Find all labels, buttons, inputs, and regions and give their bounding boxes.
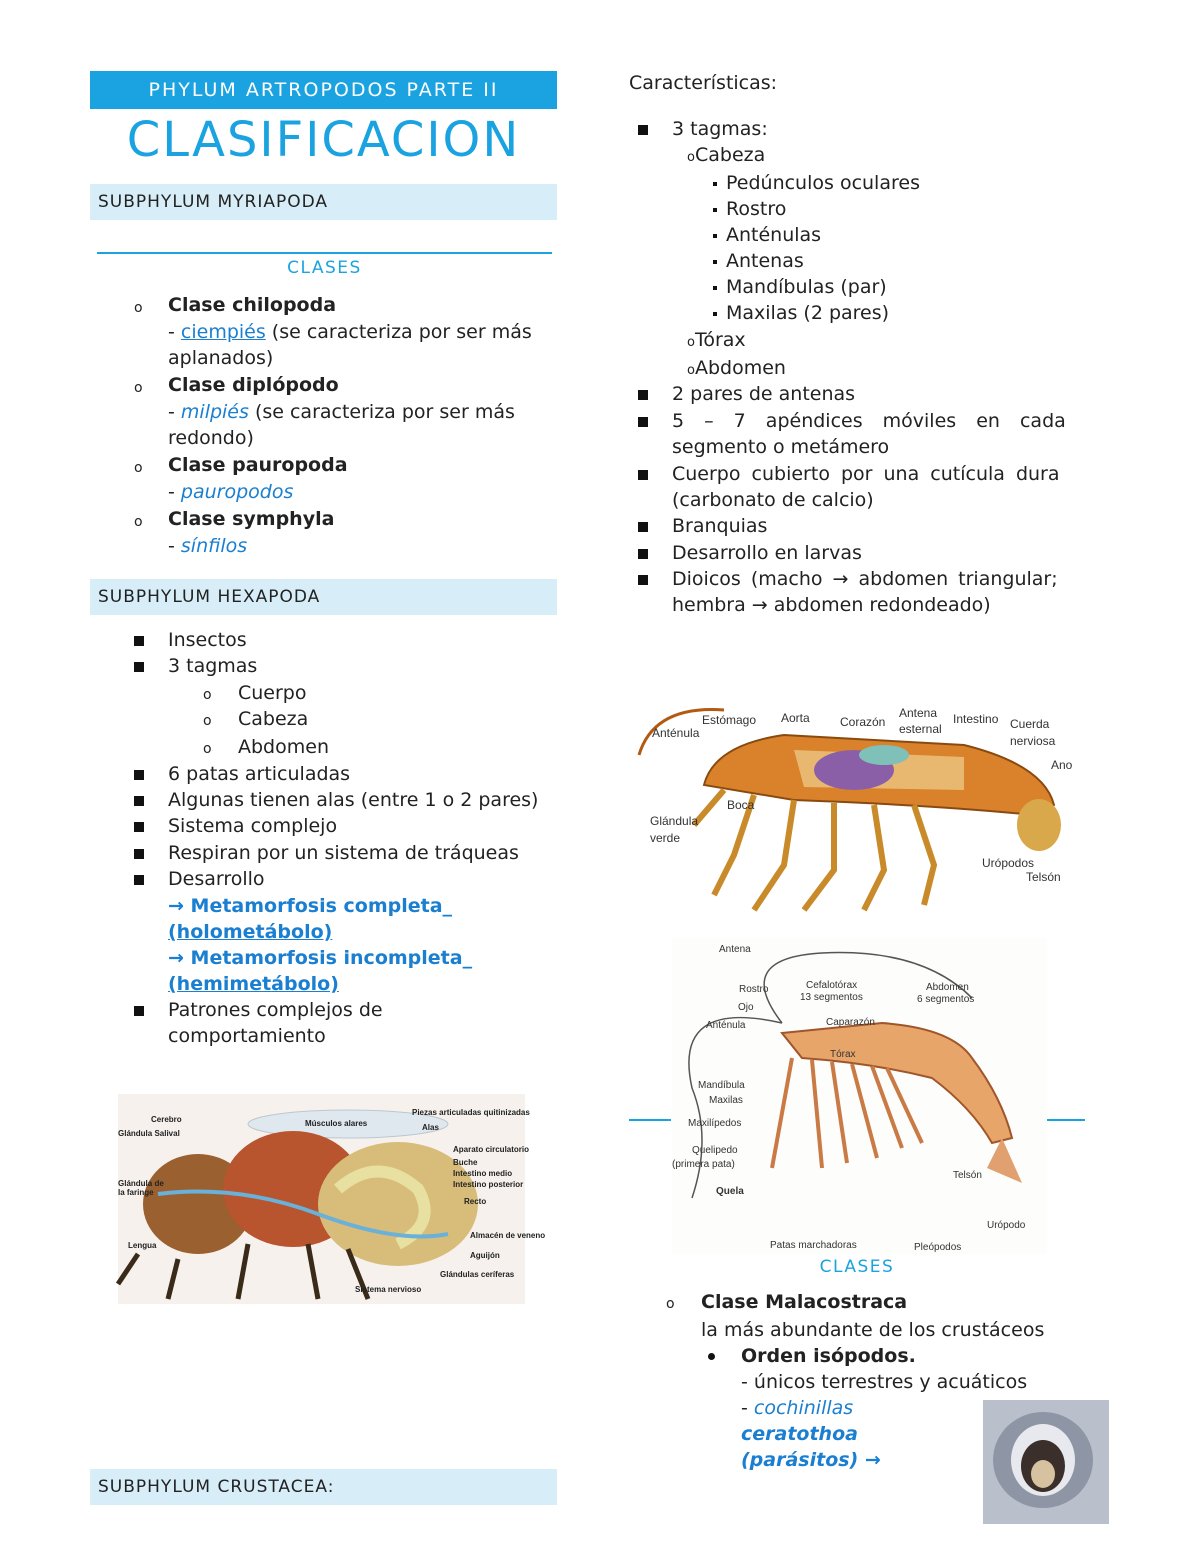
- cabeza-item-text: Antenas: [726, 250, 804, 272]
- dash-text: -: [168, 321, 181, 343]
- item-text: 6 patas articuladas: [168, 763, 351, 785]
- label-cuerda-nerviosa: Cuerda: [1010, 717, 1050, 731]
- cabeza-item: [713, 300, 889, 326]
- example-link[interactable]: ciempiés: [180, 321, 266, 343]
- bullet-o: o: [687, 363, 695, 378]
- round-bullet: [708, 1353, 715, 1360]
- item-text-cont: segmento o metámero: [672, 436, 890, 458]
- square-bullet: [638, 125, 648, 135]
- cabeza-item: [713, 274, 887, 300]
- item-text: Cuerpo cubierto por una cutícula dura: [672, 463, 1060, 485]
- list-item: [638, 513, 768, 539]
- square-bullet: [134, 1006, 144, 1016]
- label-ano: Ano: [1051, 758, 1073, 772]
- bullet-o: o: [134, 380, 143, 396]
- doc-main-title: CLASIFICACION: [126, 112, 521, 168]
- section-heading-myriapoda: SUBPHYLUM MYRIAPODA: [90, 184, 557, 220]
- sub-item: [203, 734, 329, 762]
- bullet-o: o: [203, 713, 212, 729]
- list-item: [134, 840, 519, 866]
- hemimetabolo-link[interactable]: (hemimetábolo): [168, 973, 339, 995]
- example-text: pauropodos: [180, 481, 294, 503]
- cabeza-item: [713, 170, 920, 196]
- class-name: Clase Malacostraca: [701, 1291, 908, 1313]
- item-text: Respiran por un sistema de tráqueas: [168, 842, 519, 864]
- dash-text: -: [168, 401, 181, 423]
- divider-line-left: [629, 1119, 671, 1121]
- label-aparato: Aparato circulatorio: [453, 1145, 530, 1154]
- label-antena: Antena: [719, 944, 751, 955]
- shrimp-anatomy-diagram: [672, 938, 1047, 1254]
- section-heading-hexapoda: SUBPHYLUM HEXAPODA: [90, 579, 557, 615]
- label-piezas: Piezas articuladas quitinizadas: [412, 1108, 530, 1117]
- list-item: [134, 761, 351, 787]
- cabeza-item-text: Rostro: [726, 198, 787, 220]
- label-quela: Quela: [716, 1186, 744, 1197]
- square-bullet: [638, 575, 648, 585]
- square-bullet: [638, 522, 648, 532]
- dash-text: -: [168, 535, 181, 557]
- item-text: 3 tagmas:: [672, 118, 768, 140]
- label-almacen-veneno: Almacén de veneno: [470, 1231, 546, 1240]
- list-item-malacostraca: [666, 1289, 908, 1317]
- clases-label-crustacea: CLASES: [819, 1257, 895, 1277]
- list-item: [134, 866, 265, 892]
- small-square-bullet: [713, 286, 717, 290]
- item-text: Desarrollo: [168, 868, 265, 890]
- label-uropodo: Urópodo: [987, 1220, 1026, 1231]
- square-bullet: [638, 549, 648, 559]
- small-square-bullet: [713, 182, 717, 186]
- metamorfosis-completa: → Metamorfosis completa_: [168, 895, 453, 917]
- lobster-anatomy-diagram: [634, 695, 1076, 915]
- example-text: cochinillas: [753, 1397, 854, 1419]
- item-text-cont: comportamiento: [168, 1025, 326, 1047]
- label-cerebro: Cerebro: [151, 1115, 182, 1124]
- label-caparazon: Caparazón: [826, 1017, 875, 1028]
- label-cuerda-nerviosa-2: nerviosa: [1010, 734, 1056, 748]
- shrimp-tail: [987, 1138, 1022, 1183]
- ceratothoa-photo: [983, 1400, 1109, 1524]
- class-desc-line: [168, 399, 515, 425]
- doc-band-title: PHYLUM ARTROPODOS PARTE II: [90, 71, 557, 109]
- label-buche: Buche: [453, 1158, 478, 1167]
- label-aorta: Aorta: [781, 711, 810, 725]
- label-pleopodos: Pleópodos: [914, 1242, 962, 1253]
- label-aguijon: Aguijón: [470, 1251, 500, 1260]
- order-example: [741, 1395, 853, 1421]
- cabeza-item: [713, 196, 786, 222]
- bee-anatomy-figure: [118, 1094, 546, 1304]
- item-text: Algunas tienen alas (entre 1 o 2 pares): [168, 789, 539, 811]
- class-desc-line2: redondo): [168, 427, 254, 449]
- label-sistema-nervioso: Sistema nervioso: [355, 1285, 422, 1294]
- ceratothoa-photo-art: [983, 1400, 1109, 1524]
- list-item: [638, 540, 862, 566]
- small-square-bullet: [713, 312, 717, 316]
- square-bullet: [638, 470, 648, 480]
- class-name: Clase pauropoda: [168, 454, 348, 476]
- item-text-cont: (carbonato de calcio): [672, 489, 874, 511]
- lobster-tail-fan: [1017, 799, 1061, 851]
- item-text: Sistema complejo: [168, 815, 338, 837]
- order-name: Orden isópodos.: [741, 1345, 916, 1367]
- divider-line-right: [1047, 1119, 1085, 1121]
- square-bullet: [134, 662, 144, 672]
- shrimp-legs: [772, 1058, 922, 1168]
- label-cefalotorax: Cefalotórax: [806, 980, 858, 991]
- label-telson: Telsón: [1026, 870, 1061, 884]
- cabeza-item-text: Mandíbulas (par): [726, 276, 887, 298]
- class-name: Clase chilopoda: [168, 294, 337, 316]
- label-glandula-verde-2: verde: [650, 831, 681, 845]
- bullet-o: o: [687, 335, 695, 350]
- label-abdomen: Abdomen: [926, 982, 969, 993]
- bullet-o: o: [203, 687, 212, 703]
- square-bullet: [134, 770, 144, 780]
- label-cefalotorax-2: 13 segmentos: [800, 992, 863, 1003]
- parasite-desc: (parásitos) →: [741, 1449, 881, 1471]
- sub-item-cabeza: [687, 142, 765, 171]
- label-antena-esternal: Antena: [899, 706, 938, 720]
- list-item: [134, 997, 383, 1023]
- item-text: 3 tagmas: [168, 655, 258, 677]
- label-quelipedo-2: (primera pata): [672, 1159, 735, 1170]
- list-item: [638, 116, 768, 142]
- label-boca: Boca: [727, 798, 755, 812]
- list-item: [638, 381, 856, 407]
- label-glandula-salival: Glándula Salival: [118, 1129, 180, 1138]
- list-item: [134, 813, 338, 839]
- label-intestino-medio: Intestino medio: [453, 1169, 513, 1178]
- square-bullet: [134, 636, 144, 646]
- label-torax: Tórax: [830, 1049, 856, 1060]
- label-glandula-faringe: Glándula de: [118, 1179, 164, 1188]
- sub-item-text: Cabeza: [238, 708, 309, 730]
- list-item: [638, 461, 1060, 487]
- label-corazon: Corazón: [840, 715, 886, 729]
- bullet-o: o: [203, 741, 212, 757]
- label-ojo: Ojo: [738, 1002, 754, 1013]
- dash-text: -: [741, 1397, 754, 1419]
- parasite-name: ceratothoa: [741, 1423, 858, 1445]
- isopod-parasite: [1031, 1460, 1055, 1488]
- label-antenula: Anténula: [706, 1020, 746, 1031]
- square-bullet: [134, 796, 144, 806]
- label-estomago: Estómago: [702, 713, 757, 727]
- class-desc: la más abundante de los crustáceos: [701, 1319, 1045, 1341]
- bullet-o: o: [666, 1296, 675, 1312]
- square-bullet: [638, 417, 648, 427]
- label-glandula-faringe-2: la faringe: [118, 1188, 154, 1197]
- bullet-o: o: [134, 514, 143, 530]
- square-bullet: [134, 849, 144, 859]
- item-text: Dioicos (macho → abdomen triangular;: [672, 568, 1058, 590]
- order-desc: - únicos terrestres y acuáticos: [741, 1371, 1028, 1393]
- sub-item: [203, 706, 309, 734]
- bullet-o: o: [687, 150, 695, 165]
- label-lengua: Lengua: [128, 1241, 157, 1250]
- example-text: milpiés: [180, 401, 249, 423]
- sub-item-text: Cuerpo: [238, 682, 307, 704]
- label-abdomen-2: 6 segmentos: [917, 994, 975, 1005]
- item-text: Desarrollo en larvas: [672, 542, 862, 564]
- shrimp-antenna-line: [689, 1018, 782, 1198]
- label-musculos-alares: Músculos alares: [305, 1119, 368, 1128]
- class-desc-line2: aplanados): [168, 347, 274, 369]
- list-item: [638, 408, 1066, 434]
- cabeza-item: [713, 222, 821, 248]
- label-patas-marchadoras: Patas marchadoras: [770, 1240, 857, 1251]
- class-desc-line: [168, 479, 293, 505]
- item-text: Insectos: [168, 629, 247, 651]
- example-text: sínfilos: [180, 535, 248, 557]
- label-quelipedo: Quelipedo: [692, 1145, 738, 1156]
- class-desc-line: [168, 319, 532, 345]
- cabeza-item-text: Pedúnculos oculares: [726, 172, 920, 194]
- desc-text: (se caracteriza por ser más: [265, 321, 532, 343]
- item-text: Patrones complejos de: [168, 999, 383, 1021]
- label-glandulas-ceriferas: Glándulas ceríferas: [440, 1270, 515, 1279]
- square-bullet: [134, 875, 144, 885]
- cabeza-item: [713, 248, 804, 274]
- item-text: 5 – 7 apéndices móviles en cada: [672, 410, 1066, 432]
- label-intestino-posterior: Intestino posterior: [453, 1180, 524, 1189]
- section-heading-crustacea: SUBPHYLUM CRUSTACEA:: [90, 1469, 557, 1505]
- bee-anatomy-diagram: [118, 1094, 546, 1304]
- class-name: Clase symphyla: [168, 508, 335, 530]
- lobster-heart: [859, 745, 909, 765]
- label-antenula: Anténula: [652, 726, 700, 740]
- sub-item: [203, 680, 307, 708]
- label-rostro: Rostro: [739, 984, 769, 995]
- lobster-anatomy-figure: [634, 695, 1076, 915]
- sub-item-text: Tórax: [694, 329, 746, 351]
- holometabolo-link[interactable]: (holometábolo): [168, 921, 333, 943]
- bullet-o: o: [134, 460, 143, 476]
- sub-item-abdomen: [687, 355, 786, 384]
- bee-legs: [118, 1244, 368, 1299]
- label-mandibula: Mandíbula: [698, 1080, 745, 1091]
- clases-label-myriapoda: CLASES: [287, 258, 362, 278]
- label-glandula-verde: Glándula: [650, 814, 699, 828]
- bullet-o: o: [134, 300, 143, 316]
- square-bullet: [134, 822, 144, 832]
- label-intestino: Intestino: [953, 712, 999, 726]
- label-recto: Recto: [464, 1197, 487, 1206]
- cabeza-item-text: Anténulas: [726, 224, 822, 246]
- label-alas: Alas: [422, 1123, 439, 1132]
- item-text-cont: hembra → abdomen redondeado): [672, 594, 991, 616]
- small-square-bullet: [713, 208, 717, 212]
- sub-item-text: Abdomen: [694, 357, 786, 379]
- desc-text: (se caracteriza por ser más: [248, 401, 515, 423]
- list-item: [638, 566, 1058, 592]
- item-text: 2 pares de antenas: [672, 383, 856, 405]
- small-square-bullet: [713, 260, 717, 264]
- list-item: [134, 653, 258, 679]
- divider-line: [97, 252, 552, 254]
- cabeza-item-text: Maxilas (2 pares): [726, 302, 890, 324]
- shrimp-anatomy-figure: [672, 938, 1047, 1254]
- label-antena-esternal-2: esternal: [899, 722, 942, 736]
- sub-item-text: Cabeza: [694, 144, 766, 166]
- label-maxilas: Maxilas: [709, 1095, 743, 1106]
- caracteristicas-heading: Características:: [629, 72, 778, 94]
- list-item: [134, 787, 539, 813]
- label-telson: Telsón: [953, 1170, 982, 1181]
- class-name: Clase diplópodo: [168, 374, 339, 396]
- sub-item-torax: [687, 327, 746, 356]
- label-uropodos: Urópodos: [982, 856, 1035, 870]
- dash-text: -: [168, 481, 181, 503]
- class-desc-line: [168, 533, 247, 559]
- sub-item-text: Abdomen: [238, 736, 329, 758]
- square-bullet: [638, 390, 648, 400]
- list-item-isopodos: [708, 1343, 916, 1369]
- label-maxilipedos: Maxilípedos: [688, 1118, 742, 1129]
- list-item: [134, 627, 247, 653]
- metamorfosis-incompleta: → Metamorfosis incompleta_: [168, 947, 473, 969]
- item-text: Branquias: [672, 515, 768, 537]
- small-square-bullet: [713, 234, 717, 238]
